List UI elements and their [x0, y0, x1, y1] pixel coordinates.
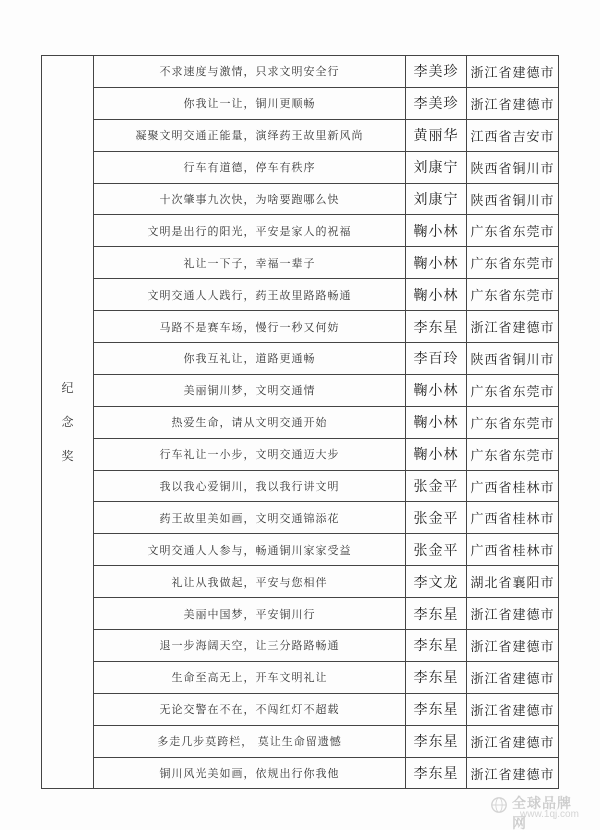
award-table: [41, 55, 559, 789]
author-place-cell: 广东省东莞市: [467, 247, 559, 279]
author-name-cell: 李百玲: [406, 343, 467, 375]
author-name-cell: 鞠小林: [406, 215, 467, 247]
author-place-cell: 广东省东莞市: [467, 406, 559, 438]
slogan-cell: 十次肇事九次快，为啥要跑哪么快: [94, 183, 406, 215]
slogan-cell: 热爱生命，请从文明交通开始: [94, 406, 406, 438]
author-name-cell: 鞠小林: [406, 279, 467, 311]
slogan-cell: 行车有道德，停车有秩序: [94, 151, 406, 183]
author-place-cell: 广东省东莞市: [467, 438, 559, 470]
slogan-cell: 你我让一让，铜川更顺畅: [94, 87, 406, 119]
watermark-url: www.1qj.com: [520, 809, 579, 820]
slogan-cell: 文明交通人人参与，畅通铜川家家受益: [94, 534, 406, 566]
author-name-cell: 鞠小林: [406, 438, 467, 470]
table-row: [42, 247, 559, 279]
table-row: [42, 693, 559, 725]
author-name-cell: 刘康宁: [406, 183, 467, 215]
table-row: [42, 87, 559, 119]
author-place-cell: 广西省桂林市: [467, 534, 559, 566]
author-place-cell: 陕西省铜川市: [467, 151, 559, 183]
author-name-cell: 李文龙: [406, 566, 467, 598]
author-name-cell: 张金平: [406, 470, 467, 502]
author-name-cell: 张金平: [406, 534, 467, 566]
author-place-cell: 广西省桂林市: [467, 502, 559, 534]
author-name-cell: 李东星: [406, 661, 467, 693]
author-place-cell: 浙江省建德市: [467, 693, 559, 725]
slogan-cell: 凝聚文明交通正能量，演绎药王故里新风尚: [94, 119, 406, 151]
author-name-cell: 李东星: [406, 725, 467, 757]
award-category-label: 纪念奖: [61, 381, 74, 464]
slogan-cell: 药王故里美如画，文明交通锦添花: [94, 502, 406, 534]
author-name-cell: 李东星: [406, 757, 467, 789]
slogan-cell: 不求速度与激情，只求文明安全行: [94, 56, 406, 88]
slogan-cell: 多走几步莫跨栏， 莫让生命留遗憾: [94, 725, 406, 757]
table-row: [42, 438, 559, 470]
author-place-cell: 湖北省襄阳市: [467, 566, 559, 598]
author-name-cell: 李东星: [406, 693, 467, 725]
globe-logo-icon: [490, 796, 508, 814]
table-row: [42, 183, 559, 215]
author-place-cell: 浙江省建德市: [467, 757, 559, 789]
author-name-cell: 李美珍: [406, 87, 467, 119]
table-row: [42, 374, 559, 406]
table-row: [42, 406, 559, 438]
table-row: [42, 343, 559, 375]
table-row: [42, 630, 559, 662]
author-place-cell: 陕西省铜川市: [467, 343, 559, 375]
author-place-cell: 江西省吉安市: [467, 119, 559, 151]
table-row: [42, 502, 559, 534]
author-name-cell: 张金平: [406, 502, 467, 534]
author-place-cell: 浙江省建德市: [467, 630, 559, 662]
watermark-text: 全球品牌网: [512, 796, 572, 832]
table-row: [42, 119, 559, 151]
author-name-cell: 李东星: [406, 311, 467, 343]
slogan-cell: 美丽铜川梦，文明交通情: [94, 374, 406, 406]
author-place-cell: 广东省东莞市: [467, 215, 559, 247]
slogan-cell: 礼让从我做起，平安与您相伴: [94, 566, 406, 598]
table-row: [42, 661, 559, 693]
author-name-cell: 刘康宁: [406, 151, 467, 183]
author-name-cell: 李美珍: [406, 56, 467, 88]
slogan-cell: 无论交警在不在，不闯红灯不超载: [94, 693, 406, 725]
slogan-cell: 铜川风光美如画，依规出行你我他: [94, 757, 406, 789]
table-row: [42, 470, 559, 502]
author-place-cell: 浙江省建德市: [467, 311, 559, 343]
slogan-cell: 礼让一下子，幸福一辈子: [94, 247, 406, 279]
table-row: [42, 598, 559, 630]
table-row: [42, 757, 559, 789]
author-place-cell: 浙江省建德市: [467, 598, 559, 630]
table-row: [42, 279, 559, 311]
slogan-cell: 文明是出行的阳光，平安是家人的祝福: [94, 215, 406, 247]
slogan-cell: 我以我心爱铜川，我以我行讲文明: [94, 470, 406, 502]
author-place-cell: 广东省东莞市: [467, 374, 559, 406]
author-name-cell: 鞠小林: [406, 247, 467, 279]
author-name-cell: 李东星: [406, 598, 467, 630]
slogan-cell: 马路不是赛车场，慢行一秒又何妨: [94, 311, 406, 343]
slogan-cell: 美丽中国梦，平安铜川行: [94, 598, 406, 630]
author-name-cell: 李东星: [406, 630, 467, 662]
author-place-cell: 浙江省建德市: [467, 661, 559, 693]
slogan-cell: 行车礼让一小步，文明交通迈大步: [94, 438, 406, 470]
table-row: [42, 56, 559, 88]
award-table-body: [42, 56, 559, 789]
award-category-cell: [42, 56, 94, 789]
slogan-cell: 你我互礼让，道路更通畅: [94, 343, 406, 375]
table-row: [42, 725, 559, 757]
slogan-cell: 生命至高无上，开车文明礼让: [94, 661, 406, 693]
author-place-cell: 陕西省铜川市: [467, 183, 559, 215]
author-place-cell: 浙江省建德市: [467, 87, 559, 119]
watermark: [490, 792, 586, 832]
author-place-cell: 浙江省建德市: [467, 56, 559, 88]
slogan-cell: 文明交通人人践行，药王故里路路畅通: [94, 279, 406, 311]
table-row: [42, 215, 559, 247]
author-place-cell: 广西省桂林市: [467, 470, 559, 502]
author-name-cell: 鞠小林: [406, 406, 467, 438]
table-row: [42, 151, 559, 183]
table-row: [42, 311, 559, 343]
author-place-cell: 广东省东莞市: [467, 279, 559, 311]
table-row: [42, 566, 559, 598]
table-row: [42, 534, 559, 566]
author-name-cell: 鞠小林: [406, 374, 467, 406]
slogan-cell: 退一步海阔天空，让三分路路畅通: [94, 630, 406, 662]
author-name-cell: 黄丽华: [406, 119, 467, 151]
author-place-cell: 浙江省建德市: [467, 725, 559, 757]
